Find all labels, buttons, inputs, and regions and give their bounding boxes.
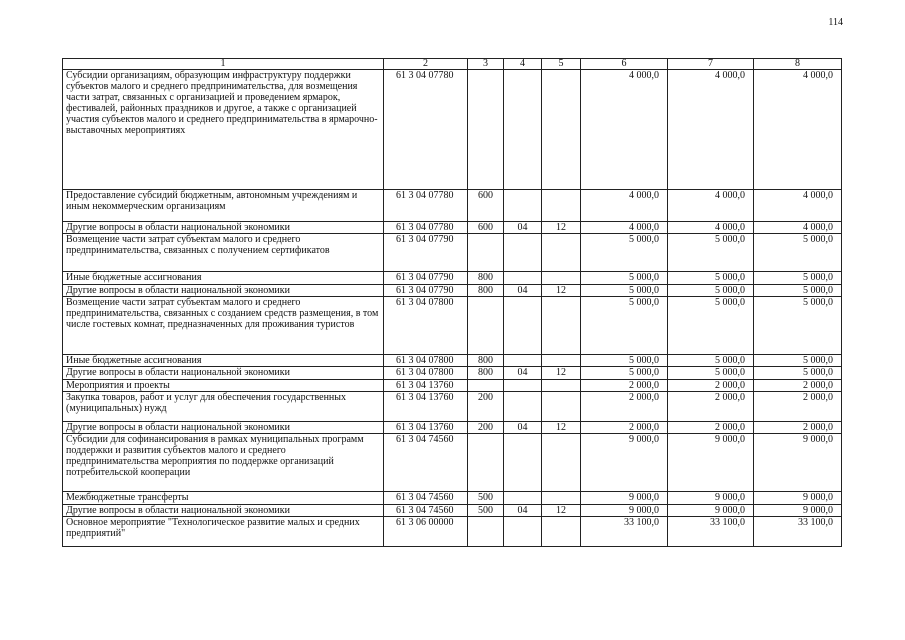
row-section-cell [504, 355, 542, 367]
row-value-col6-cell: 5 000,0 [581, 355, 668, 367]
table-row [63, 190, 842, 222]
row-code-cell: 61 3 04 07780 [384, 190, 468, 222]
row-expense-type-cell: 500 [468, 492, 504, 505]
header-cell: 5 [542, 59, 581, 70]
table-row [63, 234, 842, 272]
header-cell: 4 [504, 59, 542, 70]
row-expense-type-cell: 800 [468, 355, 504, 367]
header-cell: 2 [384, 59, 468, 70]
table-row [63, 492, 842, 505]
row-expense-type-cell: 500 [468, 505, 504, 517]
row-value-col8-cell: 5 000,0 [754, 297, 842, 355]
row-subsection-cell [542, 380, 581, 392]
row-value-col7-cell: 4 000,0 [668, 190, 754, 222]
row-code-cell: 61 3 04 07790 [384, 285, 468, 297]
row-section-cell [504, 272, 542, 285]
row-subsection-cell [542, 492, 581, 505]
row-name-cell: Другие вопросы в области национальной экономики [63, 367, 384, 380]
row-value-col7-cell: 9 000,0 [668, 492, 754, 505]
row-expense-type-cell: 200 [468, 392, 504, 422]
row-section-cell: 04 [504, 422, 542, 434]
row-name-cell: Другие вопросы в области национальной экономики [63, 222, 384, 234]
row-name-cell: Иные бюджетные ассигнования [63, 355, 384, 367]
table-header-row [63, 59, 842, 70]
row-value-col8-cell: 2 000,0 [754, 392, 842, 422]
row-subsection-cell [542, 355, 581, 367]
row-value-col8-cell: 9 000,0 [754, 434, 842, 492]
table-row [63, 517, 842, 547]
row-subsection-cell [542, 70, 581, 190]
row-section-cell [504, 70, 542, 190]
table-row [63, 285, 842, 297]
row-name-cell: Субсидии для софинансирования в рамках муниципальных программ поддержки и развития субъектов малого и среднего предпринимательства мероприятия по поддержке организаций потребительской кооперации [63, 434, 384, 492]
row-value-col8-cell: 9 000,0 [754, 492, 842, 505]
row-code-cell: 61 3 04 74560 [384, 434, 468, 492]
row-subsection-cell [542, 190, 581, 222]
row-section-cell [504, 517, 542, 547]
row-name-cell: Основное мероприятие "Технологическое развитие малых и средних предприятий" [63, 517, 384, 547]
row-expense-type-cell [468, 70, 504, 190]
row-value-col7-cell: 5 000,0 [668, 285, 754, 297]
row-subsection-cell [542, 517, 581, 547]
table-row [63, 367, 842, 380]
row-code-cell: 61 3 04 13760 [384, 380, 468, 392]
row-value-col6-cell: 4 000,0 [581, 190, 668, 222]
row-value-col6-cell: 5 000,0 [581, 367, 668, 380]
row-subsection-cell: 12 [542, 422, 581, 434]
row-value-col7-cell: 2 000,0 [668, 422, 754, 434]
row-value-col8-cell: 5 000,0 [754, 272, 842, 285]
row-code-cell: 61 3 04 07790 [384, 272, 468, 285]
header-cell: 6 [581, 59, 668, 70]
row-name-cell: Другие вопросы в области национальной экономики [63, 505, 384, 517]
row-section-cell [504, 234, 542, 272]
row-value-col6-cell: 33 100,0 [581, 517, 668, 547]
row-value-col7-cell: 9 000,0 [668, 505, 754, 517]
row-value-col7-cell: 2 000,0 [668, 392, 754, 422]
table-row [63, 505, 842, 517]
row-value-col7-cell: 5 000,0 [668, 272, 754, 285]
row-code-cell: 61 3 04 13760 [384, 392, 468, 422]
table-row [63, 70, 842, 190]
row-value-col8-cell: 5 000,0 [754, 355, 842, 367]
row-code-cell: 61 3 04 07800 [384, 355, 468, 367]
row-expense-type-cell: 600 [468, 222, 504, 234]
row-value-col7-cell: 4 000,0 [668, 222, 754, 234]
table-row [63, 422, 842, 434]
row-expense-type-cell: 800 [468, 272, 504, 285]
row-section-cell [504, 392, 542, 422]
row-name-cell: Субсидии организациям, образующим инфраструктуру поддержки субъектов малого и среднего предпринимательства, для возмещения части затрат, связанных с организацией и проведением ярмарок, фестивалей, районных праздников и другое, а также с организацией участия субъектов малого и среднего предпринимательства в ярмарочно-выставочных мероприятиях [63, 70, 384, 190]
row-expense-type-cell [468, 380, 504, 392]
row-section-cell [504, 492, 542, 505]
row-value-col6-cell: 5 000,0 [581, 285, 668, 297]
row-value-col7-cell: 5 000,0 [668, 297, 754, 355]
row-value-col8-cell: 5 000,0 [754, 234, 842, 272]
row-expense-type-cell: 800 [468, 285, 504, 297]
header-cell: 3 [468, 59, 504, 70]
row-section-cell [504, 434, 542, 492]
row-name-cell: Мероприятия и проекты [63, 380, 384, 392]
row-value-col8-cell: 4 000,0 [754, 70, 842, 190]
row-subsection-cell: 12 [542, 505, 581, 517]
row-section-cell: 04 [504, 285, 542, 297]
header-cell: 8 [754, 59, 842, 70]
row-code-cell: 61 3 04 07790 [384, 234, 468, 272]
row-name-cell: Другие вопросы в области национальной экономики [63, 422, 384, 434]
row-subsection-cell [542, 234, 581, 272]
table-row [63, 434, 842, 492]
row-value-col6-cell: 4 000,0 [581, 70, 668, 190]
row-name-cell: Другие вопросы в области национальной экономики [63, 285, 384, 297]
table-row [63, 380, 842, 392]
row-section-cell [504, 297, 542, 355]
row-expense-type-cell [468, 297, 504, 355]
row-value-col6-cell: 5 000,0 [581, 272, 668, 285]
row-subsection-cell [542, 297, 581, 355]
row-value-col7-cell: 9 000,0 [668, 434, 754, 492]
row-subsection-cell [542, 434, 581, 492]
row-code-cell: 61 3 04 74560 [384, 492, 468, 505]
row-value-col8-cell: 4 000,0 [754, 222, 842, 234]
row-value-col8-cell: 9 000,0 [754, 505, 842, 517]
row-subsection-cell [542, 272, 581, 285]
row-section-cell: 04 [504, 367, 542, 380]
row-expense-type-cell [468, 517, 504, 547]
table-row [63, 297, 842, 355]
row-name-cell: Предоставление субсидий бюджетным, автономным учреждениям и иным некоммерческим организациям [63, 190, 384, 222]
row-value-col6-cell: 9 000,0 [581, 434, 668, 492]
row-value-col8-cell: 2 000,0 [754, 380, 842, 392]
row-expense-type-cell: 200 [468, 422, 504, 434]
row-value-col6-cell: 2 000,0 [581, 422, 668, 434]
row-code-cell: 61 3 04 07800 [384, 297, 468, 355]
row-subsection-cell: 12 [542, 367, 581, 380]
row-expense-type-cell: 600 [468, 190, 504, 222]
row-value-col6-cell: 9 000,0 [581, 505, 668, 517]
row-section-cell: 04 [504, 505, 542, 517]
row-expense-type-cell [468, 434, 504, 492]
row-subsection-cell [542, 392, 581, 422]
row-section-cell [504, 380, 542, 392]
row-name-cell: Межбюджетные трансферты [63, 492, 384, 505]
table-row [63, 392, 842, 422]
row-value-col7-cell: 33 100,0 [668, 517, 754, 547]
row-code-cell: 61 3 04 07780 [384, 70, 468, 190]
row-section-cell [504, 190, 542, 222]
row-value-col8-cell: 33 100,0 [754, 517, 842, 547]
table-row [63, 272, 842, 285]
row-value-col8-cell: 5 000,0 [754, 367, 842, 380]
row-value-col7-cell: 5 000,0 [668, 367, 754, 380]
row-code-cell: 61 3 06 00000 [384, 517, 468, 547]
row-value-col6-cell: 4 000,0 [581, 222, 668, 234]
row-value-col8-cell: 4 000,0 [754, 190, 842, 222]
header-cell: 1 [63, 59, 384, 70]
row-code-cell: 61 3 04 13760 [384, 422, 468, 434]
row-value-col6-cell: 5 000,0 [581, 297, 668, 355]
page-number: 114 [828, 17, 843, 28]
row-code-cell: 61 3 04 07800 [384, 367, 468, 380]
row-value-col6-cell: 2 000,0 [581, 392, 668, 422]
row-code-cell: 61 3 04 07780 [384, 222, 468, 234]
row-name-cell: Иные бюджетные ассигнования [63, 272, 384, 285]
row-value-col7-cell: 5 000,0 [668, 355, 754, 367]
row-subsection-cell: 12 [542, 222, 581, 234]
row-subsection-cell: 12 [542, 285, 581, 297]
row-code-cell: 61 3 04 74560 [384, 505, 468, 517]
row-value-col8-cell: 5 000,0 [754, 285, 842, 297]
budget-table [62, 58, 842, 547]
row-value-col6-cell: 5 000,0 [581, 234, 668, 272]
header-cell: 7 [668, 59, 754, 70]
row-section-cell: 04 [504, 222, 542, 234]
row-expense-type-cell: 800 [468, 367, 504, 380]
table-row [63, 355, 842, 367]
row-value-col8-cell: 2 000,0 [754, 422, 842, 434]
row-name-cell: Закупка товаров, работ и услуг для обеспечения государственных (муниципальных) нужд [63, 392, 384, 422]
row-value-col6-cell: 2 000,0 [581, 380, 668, 392]
row-value-col7-cell: 5 000,0 [668, 234, 754, 272]
table-row [63, 222, 842, 234]
row-name-cell: Возмещение части затрат субъектам малого и среднего предпринимательства, связанных с созданием средств размещения, в том числе гостевых комнат, предназначенных для проживания туристов [63, 297, 384, 355]
row-value-col7-cell: 4 000,0 [668, 70, 754, 190]
row-name-cell: Возмещение части затрат субъектам малого и среднего предпринимательства, связанных с получением сертификатов [63, 234, 384, 272]
row-value-col6-cell: 9 000,0 [581, 492, 668, 505]
row-value-col7-cell: 2 000,0 [668, 380, 754, 392]
row-expense-type-cell [468, 234, 504, 272]
